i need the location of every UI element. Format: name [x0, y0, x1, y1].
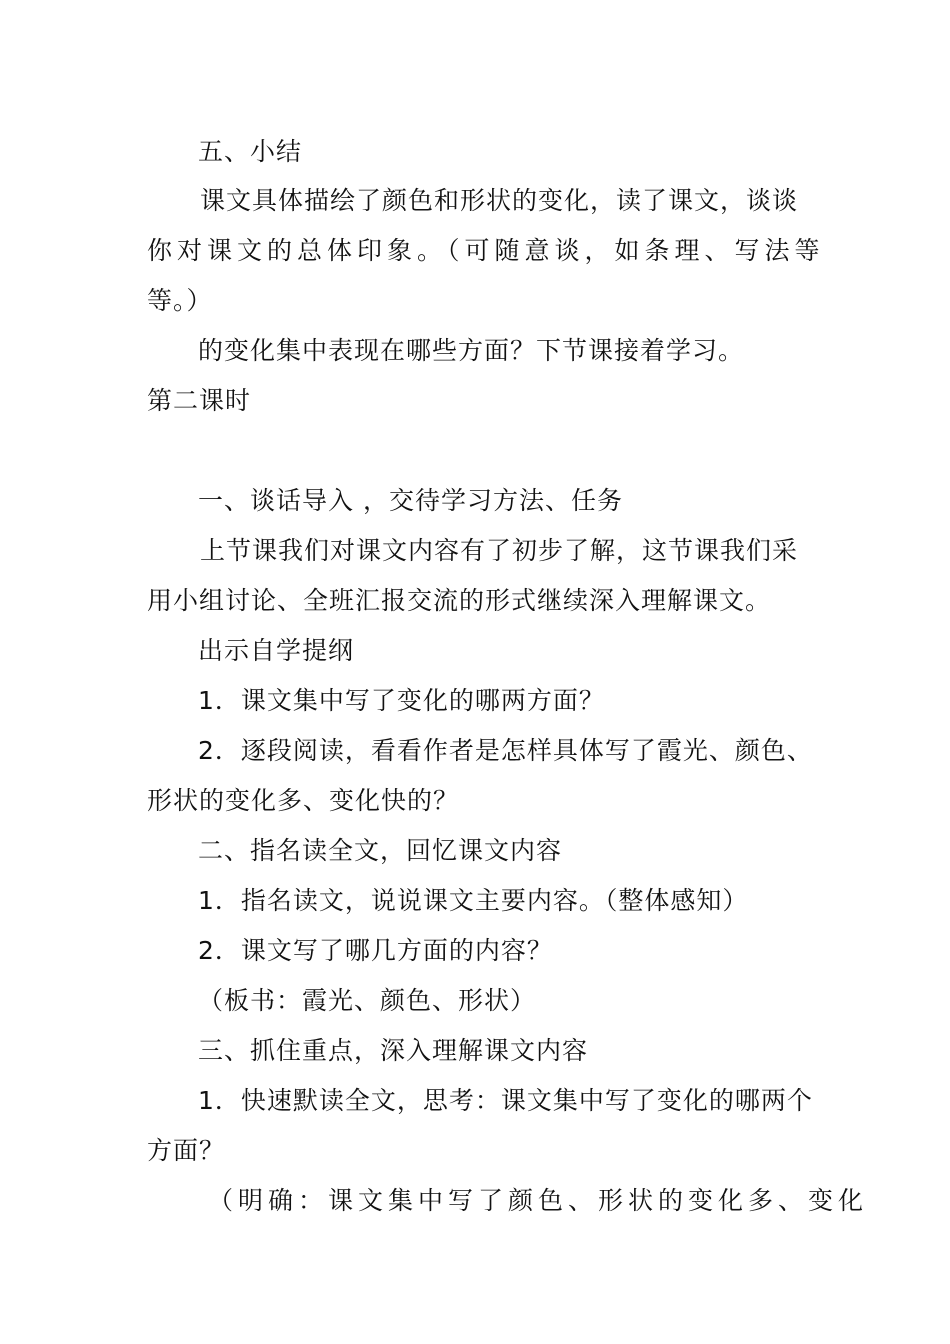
- list-item: 2．逐段阅读，看看作者是怎样具体写了霞光、颜色、: [198, 736, 813, 765]
- paragraph-line: 方面？: [147, 1136, 226, 1165]
- heading-intro: 一、谈话导入 ，交待学习方法、任务: [198, 486, 623, 515]
- paragraph-line: 出示自学提纲: [198, 636, 355, 665]
- heading-summary: 五、小结: [198, 137, 303, 166]
- paragraph-line: 形状的变化多、变化快的？: [147, 786, 460, 815]
- paragraph-line: 上节课我们对课文内容有了初步了解，这节课我们采: [200, 536, 799, 565]
- heading-key-points: 三、抓住重点，深入理解课文内容: [198, 1036, 589, 1065]
- paragraph-line: （明确：课文集中写了颜色、形状的变化多、变化: [208, 1186, 869, 1215]
- paragraph-line: 用小组讨论、全班汇报交流的形式继续深入理解课文。: [147, 586, 772, 615]
- heading-read-full-text: 二、指名读全文，回忆课文内容: [198, 836, 563, 865]
- list-item: 1．快速默读全文，思考：课文集中写了变化的哪两个: [198, 1086, 813, 1115]
- list-item: 2．课文写了哪几方面的内容？: [198, 936, 553, 965]
- list-item: 1．指名读文，说说课文主要内容。（整体感知）: [198, 886, 749, 915]
- paragraph-line: （板书：霞光、颜色、形状）: [198, 986, 537, 1015]
- paragraph-line: 你对课文的总体印象。（可随意谈，如条理、写法等: [147, 236, 825, 265]
- paragraph-line: 课文具体描绘了颜色和形状的变化，读了课文，谈谈: [200, 186, 799, 215]
- list-item: 1．课文集中写了变化的哪两方面？: [198, 686, 605, 715]
- paragraph-line: 的变化集中表现在哪些方面？下节课接着学习。: [198, 336, 745, 365]
- paragraph-line: 等。）: [147, 286, 213, 315]
- section-heading-second-lesson: 第二课时: [147, 386, 252, 415]
